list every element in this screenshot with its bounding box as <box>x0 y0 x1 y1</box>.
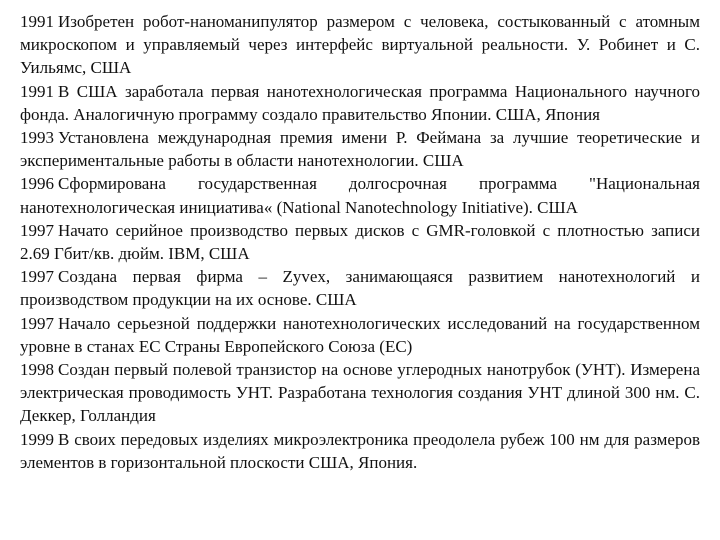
entry-year: 1996 <box>20 174 54 194</box>
timeline-entry-1999-microelectronics <box>20 428 700 474</box>
entry-text: В своих передовых изделиях микроэлектроника преодолела рубеж 100 нм для размеров элементов в горизонтальной плоскости США, Япония. <box>20 429 700 472</box>
timeline-entry-1991-program <box>20 80 700 126</box>
timeline-entry-1998-transistor <box>20 358 700 428</box>
entry-text: Начало серьезной поддержки нанотехнологических исследований на государственном уровне в станах ЕС Страны Европейского Союза (ЕС) <box>20 313 700 356</box>
entry-text: Изобретен робот-наноманипулятор размером с человека, состыкованный с атомным микроскопом и управляемый через интерфейс виртуальной реальности. У. Робинет и С. Уильямс, США <box>20 12 700 78</box>
entry-year: 1993 <box>20 128 54 148</box>
entry-year: 1998 <box>20 360 54 380</box>
timeline-entry-1991-robot <box>20 10 700 80</box>
entry-text: Начато серийное производство первых дисков с GMR-головкой с плотностью записи 2.69 Гбит/кв. дюйм. IBM, США <box>20 220 700 264</box>
timeline-entry-1993-prize <box>20 126 700 172</box>
timeline-entry-1997-disks <box>20 219 700 265</box>
entry-year: 1997 <box>20 267 54 287</box>
entry-year: 1997 <box>20 313 54 333</box>
entry-text: Создана первая фирма – Zyvex, занимающаяся развитием нанотехнологий и производством продукции на их основе. США <box>20 267 700 310</box>
timeline-entry-1997-zyvex <box>20 265 700 311</box>
entry-text: В США заработала первая нанотехнологическая программа Национального научного фонда. Аналогичную программу создало правительство Японии. США, Япония <box>20 81 700 124</box>
entry-year: 1997 <box>20 220 54 240</box>
entry-text: Сформирована государственная долгосрочная программа "Национальная нанотехнологическая инициатива« (National Nanotechnology Initiative). США <box>20 174 700 217</box>
entry-year: 1991 <box>20 12 54 31</box>
entry-text: Установлена международная премия имени Р. Феймана за лучшие теоретические и экспериментальные работы в области нанотехнологии. США <box>20 128 700 171</box>
entry-year: 1991 <box>20 81 54 101</box>
timeline-entry-1996-initiative <box>20 172 700 218</box>
entry-text: Создан первый полевой транзистор на основе углеродных нанотрубок (УНТ). Измерена электрическая проводимость УНТ. Разработана технология создания УНТ длиной 300 нм. С. Деккер, Голландия <box>20 360 700 426</box>
timeline-entry-1997-eu-support <box>20 312 700 358</box>
entry-year: 1999 <box>20 429 54 449</box>
